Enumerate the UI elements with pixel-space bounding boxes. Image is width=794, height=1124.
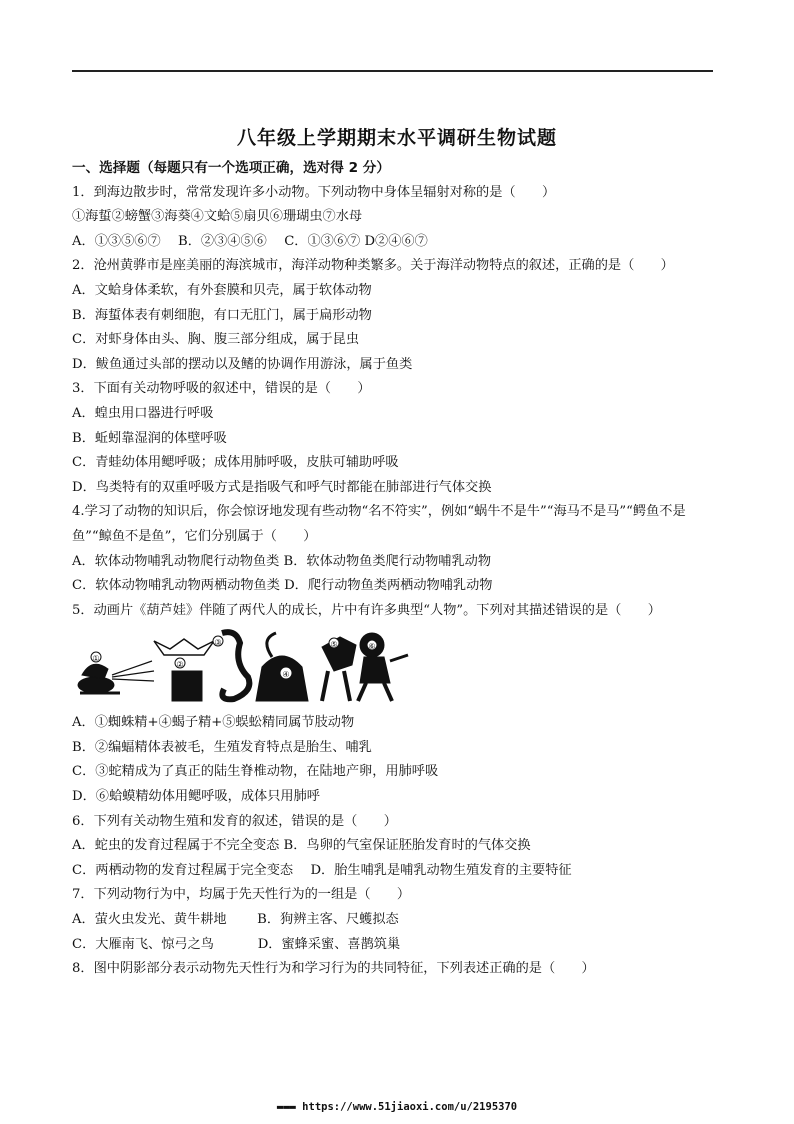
option-b: B．海蜇体表有刺细胞，有口无肛门，属于扁形动物 xyxy=(72,307,372,323)
question-4 xyxy=(72,500,722,598)
option-ab: A．蛇虫的发育过程属于不完全变态 B．鸟卵的气室保证胚胎发育时的气体交换 xyxy=(72,838,531,854)
question-options: A．①③⑤⑥⑦ B．②③④⑤⑥ C．①③⑥⑦ D②④⑥⑦ xyxy=(72,233,428,249)
option-cd: C．大雁南飞、惊弓之鸟 D．蜜蜂采蜜、喜鹊筑巢 xyxy=(72,936,401,952)
option-b: B．蚯蚓靠湿润的体壁呼吸 xyxy=(72,430,227,446)
option-c: C．青蛙幼体用鳃呼吸；成体用肺呼吸，皮肤可辅助呼吸 xyxy=(72,455,399,471)
figure-label-2: ② xyxy=(176,660,184,670)
option-c: C．③蛇精成为了真正的陆生脊椎动物，在陆地产卵，用肺呼吸 xyxy=(72,764,439,780)
option-c: C．对虾身体由头、胸、腹三部分组成，属于昆虫 xyxy=(72,332,360,348)
option-ab: A．软体动物哺乳动物爬行动物鱼类 B．软体动物鱼类爬行动物哺乳动物 xyxy=(72,553,492,569)
figure-label-1: ① xyxy=(92,654,100,664)
character-1 xyxy=(78,652,154,693)
option-a: A．①蜘蛛精+④蝎子精+⑤蜈蚣精同属节肢动物 xyxy=(72,715,355,731)
question-stem: 7．下列动物行为中，均属于先天性行为的一组是（ ） xyxy=(72,887,411,903)
cartoon-figure xyxy=(72,623,722,709)
option-a: A．文蛤身体柔软，有外套膜和贝壳，属于软体动物 xyxy=(72,282,372,298)
question-stem: 5．动画片《葫芦娃》伴随了两代人的成长，片中有许多典型“人物”。下列对其描述错误的是（ ） xyxy=(72,602,661,618)
section-heading: 一、选择题（每题只有一个选项正确，选对得 2 分） xyxy=(72,160,390,176)
figure-label-5: ⑤ xyxy=(330,640,338,650)
question-1 xyxy=(72,181,722,255)
page-title: 八年级上学期期末水平调研生物试题 xyxy=(236,127,557,149)
option-cd: C．两栖动物的发育过程属于完全变态 D．胎生哺乳是哺乳动物生殖发育的主要特征 xyxy=(72,862,572,878)
character-5 xyxy=(322,637,356,701)
cartoon-characters-image xyxy=(72,627,417,707)
character-4 xyxy=(256,633,308,701)
question-stem: 2．沧州黄骅市是座美丽的海滨城市，海洋动物种类繁多。关于海洋动物特点的叙述，正确的是（ ） xyxy=(72,258,674,274)
question-5 xyxy=(72,599,722,810)
question-list: ①海蜇②螃蟹③海葵④文蛤⑤扇贝⑥珊瑚虫⑦水母 xyxy=(72,209,363,225)
footer-url[interactable]: ▬▬▬ https://www.51jiaoxi.com/u/2195370 xyxy=(276,1101,518,1113)
option-ab: A．萤火虫发光、黄牛耕地 B．狗辨主客、尺蠖拟态 xyxy=(72,912,399,928)
character-2 xyxy=(154,639,214,701)
character-6 xyxy=(358,633,408,701)
question-6 xyxy=(72,810,722,884)
question-stem: 3．下面有关动物呼吸的叙述中，错误的是（ ） xyxy=(72,381,371,397)
question-3 xyxy=(72,377,722,500)
question-stem: 4.学习了动物的知识后，你会惊讶地发现有些动物“名不符实”，例如“蜗牛不是牛”“海马不是马”“鳄鱼不是鱼”“鲸鱼不是鱼”，它们分别属于（ ） xyxy=(72,504,686,544)
question-2 xyxy=(72,254,722,377)
question-stem: 6．下列有关动物生殖和发育的叙述，错误的是（ ） xyxy=(72,813,397,829)
figure-label-3: ③ xyxy=(214,638,222,648)
option-d: D．鲅鱼通过头部的摆动以及鳍的协调作用游泳，属于鱼类 xyxy=(72,356,413,372)
option-d: D．⑥蛤蟆精幼体用鳃呼吸，成体只用肺呼 xyxy=(72,789,320,805)
option-b: B．②编蝠精体表被毛，生殖发育特点是胎生、哺乳 xyxy=(72,739,372,755)
question-8 xyxy=(72,957,722,982)
exam-body xyxy=(72,156,722,982)
header-rule xyxy=(72,70,713,72)
option-d: D．鸟类特有的双重呼吸方式是指吸气和呼气时都能在肺部进行气体交换 xyxy=(72,479,492,495)
question-stem: 8．图中阴影部分表示动物先天性行为和学习行为的共同特征，下列表述正确的是（ ） xyxy=(72,961,595,977)
option-a: A．蝗虫用口器进行呼吸 xyxy=(72,405,214,421)
question-7 xyxy=(72,883,722,957)
figure-label-6: ⑥ xyxy=(368,642,376,652)
option-cd: C．软体动物哺乳动物两栖动物鱼类 D．爬行动物鱼类两栖动物哺乳动物 xyxy=(72,578,493,594)
question-stem: 1．到海边散步时，常常发现许多小动物。下列动物中身体呈辐射对称的是（ ） xyxy=(72,184,556,200)
figure-label-4: ④ xyxy=(282,670,290,680)
